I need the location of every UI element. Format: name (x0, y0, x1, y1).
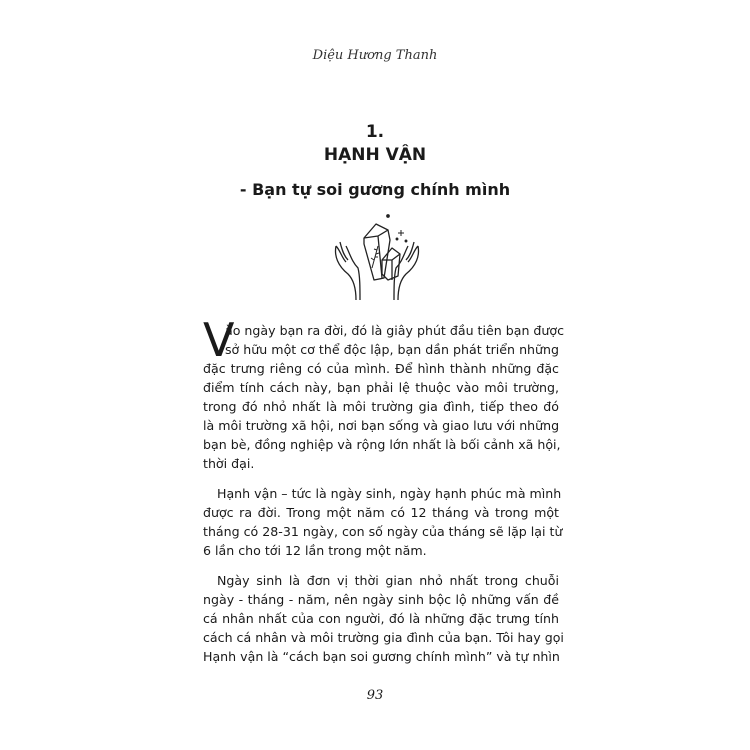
text-line: tháng có 28-31 ngày, con số ngày của tháng sẽ lặp lại từ (203, 524, 563, 539)
text-line: ào ngày bạn ra đời, đó là giây phút đầu tiên bạn được (225, 323, 565, 338)
page-number: 93 (366, 688, 384, 703)
text-line: bạn bè, đồng nghiệp và rộng lớn nhất là bối cảnh xã hội, (203, 437, 561, 452)
text-line: là môi trường xã hội, nơi bạn sống và giao lưu với những (203, 418, 560, 433)
text-line: được ra đời. Trong một năm có 12 tháng và trong một (203, 505, 559, 520)
text-line: trong đó nhỏ nhất là môi trường gia đình, tiếp theo đó (203, 399, 559, 414)
text-line: cách cá nhân và môi trường gia đình của bạn. Tôi hay gọi (203, 630, 564, 645)
text-line: sở hữu một cơ thể độc lập, bạn dần phát triển những (225, 342, 559, 357)
text-line: Hạnh vận là “cách bạn soi gương chính mình” và tự nhìn (203, 649, 560, 664)
text-line: điểm tính cách này, bạn phải lệ thuộc vào môi trường, (203, 380, 559, 395)
text-line: cá nhân nhất của con người, đó là những đặc trưng tính (203, 611, 559, 626)
paragraph-1 (203, 313, 565, 473)
chapter-number: 1. (365, 122, 385, 142)
chapter-title: HẠNH VẬN (323, 145, 427, 165)
running-head: Diệu Hương Thanh (312, 48, 438, 63)
paragraph-3 (203, 571, 564, 666)
text-line: thời đại. (203, 456, 255, 471)
crystal-hands-illustration (326, 210, 426, 302)
text-line: Hạnh vận – tức là ngày sinh, ngày hạnh phúc mà mình (217, 486, 562, 501)
text-line: ngày - tháng - năm, nên ngày sinh bộc lộ những vấn đề (203, 592, 559, 607)
paragraph-2 (203, 484, 563, 560)
drop-cap: V (203, 313, 235, 367)
text-line: Ngày sinh là đơn vị thời gian nhỏ nhất trong chuỗi (217, 573, 559, 588)
text-line: 6 lần cho tới 12 lần trong một năm. (203, 543, 427, 558)
chapter-subtitle: - Bạn tự soi gương chính mình (239, 180, 511, 199)
text-line: đặc trưng riêng có của mình. Để hình thành những đặc (203, 361, 559, 376)
